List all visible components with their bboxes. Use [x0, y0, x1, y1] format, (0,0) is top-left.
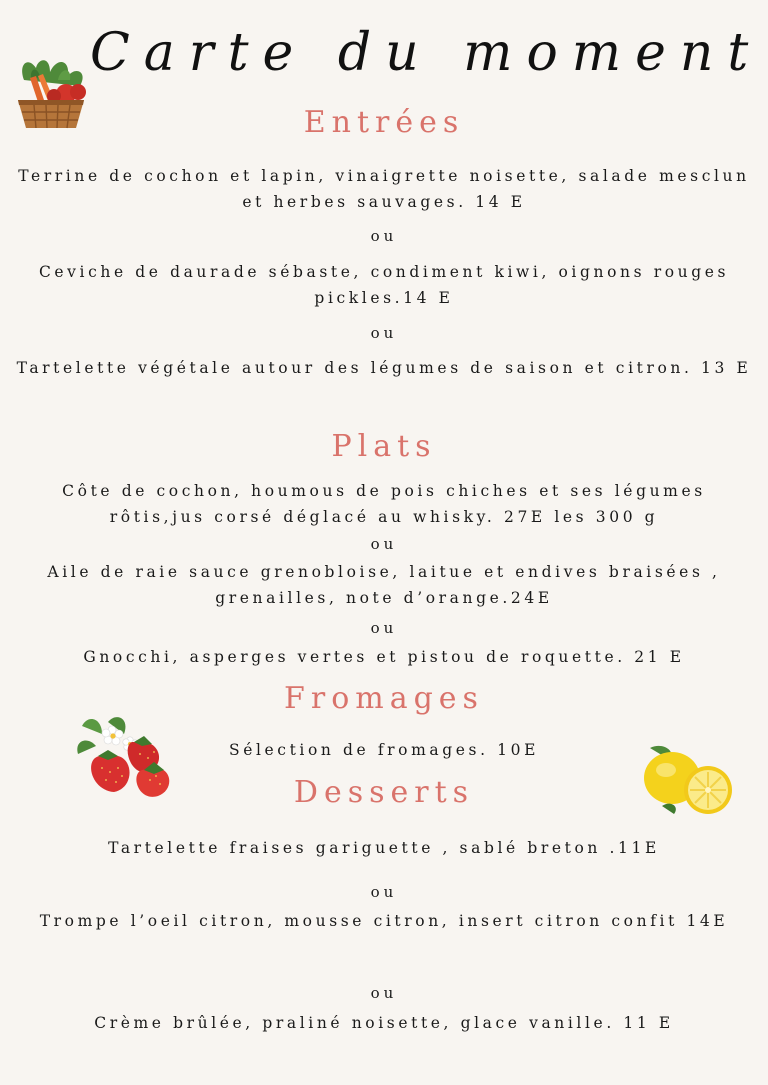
menu-item: Ceviche de daurade sébaste, condiment kiwi, oignons rouges pickles.14 E [38, 263, 730, 307]
section-heading-plats: Plats [331, 429, 437, 464]
section-heading-entrees: Entrées [303, 105, 465, 140]
menu-item: Gnocchi, asperges vertes et pistou de roquette. 21 E [83, 648, 685, 666]
separator-ou: ou [370, 619, 398, 637]
menu-item: Tartelette fraises gariguette , sablé breton .11E [108, 839, 660, 857]
separator-ou: ou [370, 883, 398, 901]
section-heading-fromages: Fromages [284, 681, 484, 716]
separator-ou: ou [370, 227, 398, 245]
menu-item: Côte de cochon, houmous de pois chiches et ses légumes rôtis,jus corsé déglacé au whisky. 27E les 300 g [62, 482, 706, 526]
separator-ou: ou [370, 535, 398, 553]
menu-item: Trompe l’oeil citron, mousse citron, insert citron confit 14E [39, 912, 729, 930]
separator-ou: ou [370, 324, 398, 342]
menu-item: Crème brûlée, praliné noisette, glace vanille. 11 E [94, 1014, 674, 1032]
menu-item: Aile de raie sauce grenobloise, laitue et endives braisées , grenailles, note d’orange.24E [47, 563, 721, 607]
page-title: Carte du moment [90, 23, 763, 83]
menu-item: Terrine de cochon et lapin, vinaigrette noisette, salade mesclun et herbes sauvages. 14 E [18, 167, 750, 211]
menu-item: Tartelette végétale autour des légumes de saison et citron. 13 E [16, 359, 752, 377]
separator-ou: ou [370, 984, 398, 1002]
menu-item: Sélection de fromages. 10E [228, 741, 539, 759]
section-heading-desserts: Desserts [293, 775, 475, 810]
